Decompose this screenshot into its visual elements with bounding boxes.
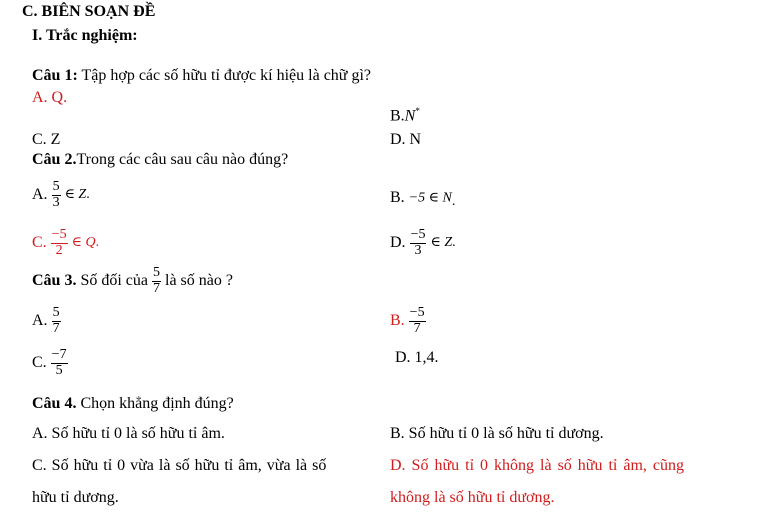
question-4-text: Chọn khẳng định đúng?	[76, 395, 234, 412]
subsection-title: I. Trắc nghiệm:	[32, 27, 138, 44]
q3-option-d: D. 1,4.	[395, 349, 439, 366]
q2-option-c-fraction	[51, 228, 68, 258]
question-1-label: Câu 1:	[32, 67, 78, 84]
q2-option-d-numerator: −5	[410, 227, 426, 242]
q1-option-b	[390, 107, 420, 124]
q4-option-b: B. Số hữu tỉ 0 là số hữu tỉ dương.	[390, 425, 604, 442]
q1-option-b-prefix: B.	[390, 107, 405, 125]
q3-option-c-numerator: −7	[51, 347, 67, 362]
q2-option-d	[390, 228, 456, 258]
q3-option-b-denominator: 7	[413, 320, 421, 336]
question-3-text-before: Số đối của	[76, 271, 148, 289]
q4-option-d-line2: không là số hữu tỉ dương.	[390, 489, 555, 506]
q2-option-a-membership: ∈ Z	[64, 187, 87, 203]
q3-option-b-fraction	[409, 306, 426, 336]
q1-option-a: A. Q.	[32, 89, 68, 106]
question-3-denominator: 7	[153, 280, 160, 296]
q1-option-b-symbol: N	[404, 107, 416, 125]
q4-option-c-line2: hữu tỉ dương.	[32, 489, 119, 506]
q2-option-c-membership: ∈ Q	[71, 235, 96, 251]
q2-option-a-end: .	[86, 187, 90, 203]
question-1-text: Tập hợp các số hữu tỉ được kí hiệu là chữ gì?	[77, 67, 372, 84]
q2-option-d-end: .	[452, 235, 456, 251]
q2-option-d-denominator: 3	[414, 242, 422, 258]
q2-option-b-expression: −5 ∈ N	[408, 190, 452, 206]
question-2	[32, 152, 288, 168]
q2-option-d-fraction	[410, 228, 427, 258]
q2-option-b	[390, 189, 456, 210]
q2-option-b-end: .	[451, 194, 456, 210]
q2-option-d-prefix: D.	[390, 233, 406, 251]
q3-option-a-prefix: A.	[32, 311, 48, 329]
section-title: C. BIÊN SOẠN ĐỀ	[22, 3, 156, 20]
q1-option-d: D. N	[390, 131, 422, 148]
q3-option-a-fraction	[52, 306, 61, 336]
question-2-label: Câu 2.	[32, 151, 77, 168]
q4-option-a: A. Số hữu tỉ 0 là số hữu tỉ âm.	[32, 425, 225, 442]
q3-option-a	[32, 306, 61, 336]
q2-option-b-prefix: B.	[390, 189, 405, 206]
q2-option-c-denominator: 2	[55, 242, 63, 258]
question-3	[32, 266, 233, 296]
q3-option-c-denominator: 5	[55, 362, 63, 378]
q2-option-a-numerator: 5	[52, 179, 60, 194]
q1-option-c: C. Z	[32, 131, 61, 148]
q2-option-a	[32, 180, 90, 210]
q3-option-c-prefix: C.	[32, 353, 47, 371]
q2-option-c-numerator: −5	[51, 227, 67, 242]
q3-option-c-fraction	[51, 348, 68, 378]
question-3-label: Câu 3.	[32, 271, 77, 289]
question-3-fraction	[152, 266, 161, 296]
q3-option-b-numerator: −5	[409, 305, 425, 320]
question-4	[32, 396, 234, 412]
question-1	[32, 68, 371, 84]
q2-option-c	[32, 228, 99, 258]
q3-option-a-numerator: 5	[52, 305, 60, 320]
q3-option-b	[390, 306, 426, 336]
q4-option-d-line1: D. Số hữu tỉ 0 không là số hữu tỉ âm, cũng	[390, 457, 684, 474]
q1-option-b-sup: *	[415, 106, 420, 116]
question-3-numerator: 5	[153, 265, 160, 280]
q4-option-c-line1: C. Số hữu tỉ 0 vừa là số hữu tỉ âm, vừa là số	[32, 457, 327, 474]
q2-option-a-fraction	[52, 180, 61, 210]
q3-option-b-prefix: B.	[390, 311, 405, 329]
q2-option-c-end: .	[95, 235, 100, 251]
question-2-text: Trong các câu sau câu nào đúng?	[76, 151, 289, 168]
q3-option-c	[32, 348, 68, 378]
question-3-text-after: là số nào ?	[165, 271, 233, 289]
q2-option-a-denominator: 3	[52, 194, 60, 210]
question-4-label: Câu 4.	[32, 395, 77, 412]
q3-option-a-denominator: 7	[52, 320, 60, 336]
q2-option-c-prefix: C.	[32, 233, 47, 251]
q2-option-d-membership: ∈ Z	[430, 235, 453, 251]
q2-option-a-prefix: A.	[32, 185, 48, 203]
